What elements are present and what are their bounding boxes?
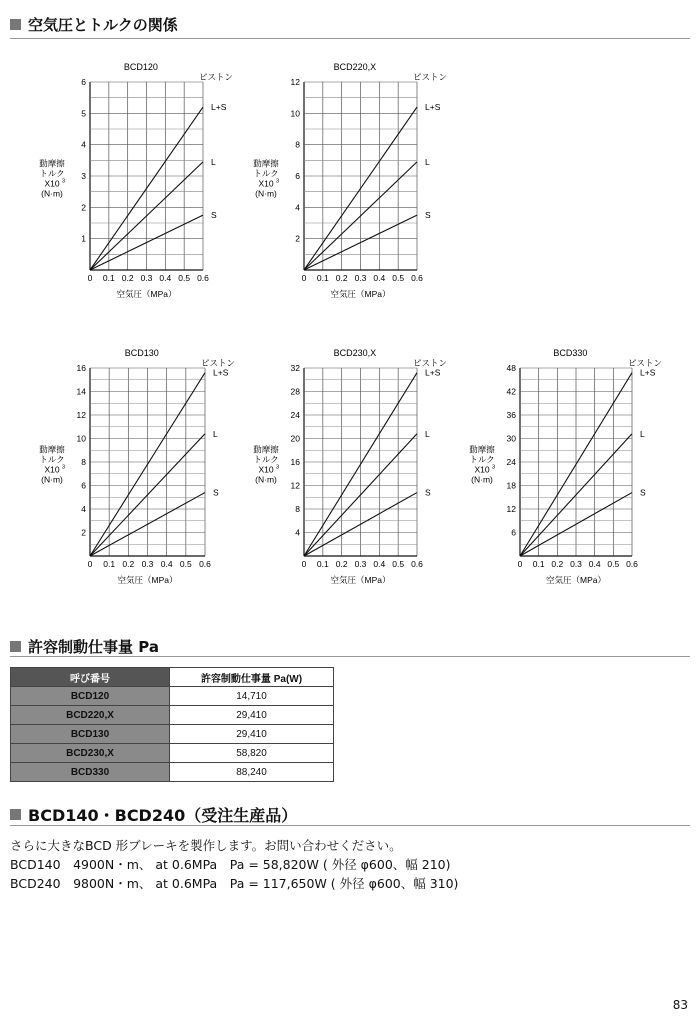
chart-title: BCD130	[124, 348, 159, 358]
y-axis-label: (N·m)	[255, 474, 277, 485]
legend-label: ピストン	[412, 72, 447, 82]
chart-title: BCD220,X	[333, 62, 377, 72]
y-tick-label: 10	[290, 108, 300, 119]
value-cell: 58,820	[170, 744, 334, 763]
y-tick-label: 48	[506, 363, 516, 373]
x-tick-label: 0.6	[411, 273, 423, 283]
x-tick-label: 0.4	[160, 559, 173, 569]
y-tick-label: 12	[76, 410, 86, 420]
x-tick-label: 0.4	[373, 559, 386, 569]
y-axis-label: 動摩擦	[253, 158, 279, 169]
page-number: 83	[672, 998, 688, 1012]
table-rule	[10, 656, 690, 657]
x-tick-label: 0.4	[373, 273, 386, 283]
y-axis-label: X10	[44, 178, 60, 189]
y-tick-label: 6	[295, 171, 300, 181]
y-axis-label: X10	[44, 464, 60, 475]
x-tick-label: 0.1	[102, 273, 115, 283]
series-label: S	[211, 210, 217, 221]
y-tick-label: 18	[506, 480, 516, 491]
y-axis-label: X10	[258, 178, 274, 189]
value-cell: 29,410	[170, 725, 334, 744]
model-cell: BCD220,X	[11, 706, 170, 725]
table-row	[11, 687, 334, 706]
x-axis-label: 空気圧（MPa）	[330, 289, 391, 299]
series-label: L	[211, 156, 216, 167]
y-axis-label: トルク	[39, 454, 65, 465]
table-row	[11, 744, 334, 763]
value-cell: 88,240	[170, 763, 334, 782]
x-tick-label: 0.6	[199, 559, 211, 569]
y-axis-label: X10	[474, 464, 490, 475]
x-tick-label: 0.6	[626, 559, 638, 569]
y-tick-label: 24	[506, 457, 516, 467]
y-tick-label: 5	[81, 108, 86, 119]
x-axis-label: 空気圧（MPa）	[546, 575, 606, 585]
section-square-icon	[10, 809, 21, 820]
y-tick-label: 6	[511, 527, 516, 538]
x-tick-label: 0.2	[122, 559, 135, 569]
x-tick-label: 0.5	[179, 559, 192, 569]
x-tick-label: 0.1	[316, 273, 329, 283]
x-tick-label: 0.3	[140, 273, 153, 283]
y-tick-label: 24	[290, 410, 300, 420]
x-tick-label: 0.6	[411, 559, 423, 569]
x-tick-label: 0.3	[354, 559, 367, 569]
y-tick-label: 2	[81, 527, 86, 538]
y-axis-label-exponent: 3	[276, 178, 280, 185]
y-tick-label: 8	[295, 504, 300, 514]
legend-label: ピストン	[200, 358, 235, 368]
x-tick-label: 0.1	[103, 559, 116, 569]
y-tick-label: 4	[81, 139, 86, 150]
x-tick-label: 0.2	[335, 559, 348, 569]
table-section-title: 許容制動仕事量 Pa	[28, 638, 159, 656]
y-axis-label: (N·m)	[471, 474, 493, 485]
series-label: L	[213, 428, 218, 439]
y-tick-label: 10	[76, 433, 86, 444]
series-label: L+S	[425, 367, 441, 378]
y-tick-label: 4	[295, 202, 300, 213]
y-axis-label: X10	[258, 464, 274, 475]
y-axis-label: 動摩擦	[39, 158, 65, 169]
y-axis-label: トルク	[253, 168, 279, 179]
x-axis-label: 空気圧（MPa）	[330, 575, 391, 585]
y-tick-label: 16	[290, 457, 300, 467]
table-row	[11, 725, 334, 744]
series-label: L	[640, 428, 645, 439]
x-tick-label: 0.2	[121, 273, 134, 283]
series-label: L+S	[213, 367, 229, 378]
model-cell: BCD330	[11, 763, 170, 782]
model-cell: BCD120	[11, 687, 170, 706]
y-tick-label: 12	[290, 77, 300, 87]
series-label: S	[213, 487, 219, 498]
section-header-table	[10, 636, 159, 657]
y-axis-label: トルク	[39, 168, 65, 179]
y-axis-label: 動摩擦	[39, 444, 65, 455]
y-axis-label: (N·m)	[41, 188, 63, 199]
x-tick-label: 0	[301, 559, 307, 569]
y-tick-label: 6	[81, 480, 86, 491]
x-tick-label: 0.4	[159, 273, 172, 283]
y-tick-label: 1	[81, 233, 86, 244]
x-axis-label: 空気圧（MPa）	[117, 575, 178, 585]
y-axis-label: 動摩擦	[253, 444, 279, 455]
chart-title: BCD330	[553, 348, 588, 358]
y-tick-label: 30	[506, 433, 516, 444]
section-square-icon	[10, 641, 21, 652]
legend-label: ピストン	[412, 358, 447, 368]
y-axis-label-exponent: 3	[276, 464, 280, 471]
value-cell: 14,710	[170, 687, 334, 706]
x-tick-label: 0	[517, 559, 523, 569]
y-tick-label: 2	[295, 233, 300, 244]
y-tick-label: 36	[506, 410, 516, 420]
x-tick-label: 0	[87, 559, 93, 569]
x-tick-label: 0	[301, 273, 307, 283]
model-cell: BCD130	[11, 725, 170, 744]
y-tick-label: 12	[290, 480, 300, 491]
y-tick-label: 4	[81, 504, 86, 514]
x-tick-label: 0.2	[335, 273, 348, 283]
section-header-bcd140	[10, 803, 297, 826]
section-title: 空気圧とトルクの関係	[28, 16, 178, 34]
section3-title: BCD140・BCD240（受注生産品）	[28, 806, 298, 825]
x-tick-label: 0.5	[607, 559, 620, 569]
y-tick-label: 3	[81, 171, 86, 181]
x-tick-label: 0.5	[178, 273, 191, 283]
series-label: L+S	[640, 367, 656, 378]
y-axis-label: トルク	[253, 454, 279, 465]
x-tick-label: 0.1	[316, 559, 329, 569]
y-axis-label: (N·m)	[41, 474, 63, 485]
y-axis-label: (N·m)	[255, 188, 277, 199]
y-tick-label: 42	[506, 386, 516, 397]
x-tick-label: 0.3	[570, 559, 582, 569]
section3-line3: BCD240 9800N・m、 at 0.6MPa Pa = 117,650W ( 外径 φ600、幅 310)	[10, 876, 459, 891]
series-label: S	[640, 487, 646, 498]
y-tick-label: 4	[295, 527, 300, 538]
series-label: L	[425, 156, 430, 167]
section3-rule	[10, 825, 690, 826]
section3-line2: BCD140 4900N・m、 at 0.6MPa Pa = 58,820W ( 外径 φ600、幅 210)	[10, 857, 451, 872]
series-label: L+S	[211, 102, 227, 113]
x-tick-label: 0.5	[392, 273, 405, 283]
y-axis-label-exponent: 3	[62, 178, 66, 185]
series-label: S	[425, 210, 431, 221]
y-tick-label: 32	[290, 363, 300, 373]
y-axis-label-exponent: 3	[492, 464, 496, 471]
series-label: S	[425, 487, 431, 498]
y-tick-label: 6	[81, 77, 86, 87]
table-row	[11, 706, 334, 725]
section3-line1: さらに大きなBCD 形ブレーキを製作します。お問い合わせください。	[10, 838, 402, 853]
y-tick-label: 8	[295, 139, 300, 150]
series-label: L+S	[425, 102, 441, 113]
x-tick-label: 0.2	[551, 559, 564, 569]
model-cell: BCD230,X	[11, 744, 170, 763]
brake-work-table	[10, 667, 334, 782]
x-axis-label: 空気圧（MPa）	[116, 289, 177, 299]
y-tick-label: 20	[290, 433, 300, 444]
y-tick-label: 8	[81, 457, 86, 467]
series-label: L	[425, 428, 430, 439]
y-tick-label: 28	[290, 386, 300, 397]
table-row	[11, 763, 334, 782]
x-tick-label: 0.4	[588, 559, 601, 569]
y-axis-label-exponent: 3	[62, 464, 66, 471]
chart-title: BCD120	[123, 62, 158, 72]
x-tick-label: 0.1	[532, 559, 545, 569]
y-tick-label: 12	[506, 504, 516, 514]
col-header-model: 呼び番号	[11, 668, 170, 687]
value-cell: 29,410	[170, 706, 334, 725]
y-tick-label: 14	[76, 386, 86, 397]
x-tick-label: 0.3	[354, 273, 367, 283]
col-header-work: 許容制動仕事量 Pa(W)	[170, 668, 334, 687]
legend-label: ピストン	[627, 358, 662, 368]
chart-title: BCD230,X	[333, 348, 377, 358]
y-tick-label: 16	[76, 363, 86, 373]
x-tick-label: 0.5	[392, 559, 405, 569]
x-tick-label: 0.6	[197, 273, 209, 283]
y-tick-label: 2	[81, 202, 86, 213]
x-tick-label: 0	[87, 273, 93, 283]
legend-label: ピストン	[198, 72, 233, 82]
y-axis-label: 動摩擦	[469, 444, 495, 455]
y-axis-label: トルク	[469, 454, 495, 465]
x-tick-label: 0.3	[141, 559, 154, 569]
